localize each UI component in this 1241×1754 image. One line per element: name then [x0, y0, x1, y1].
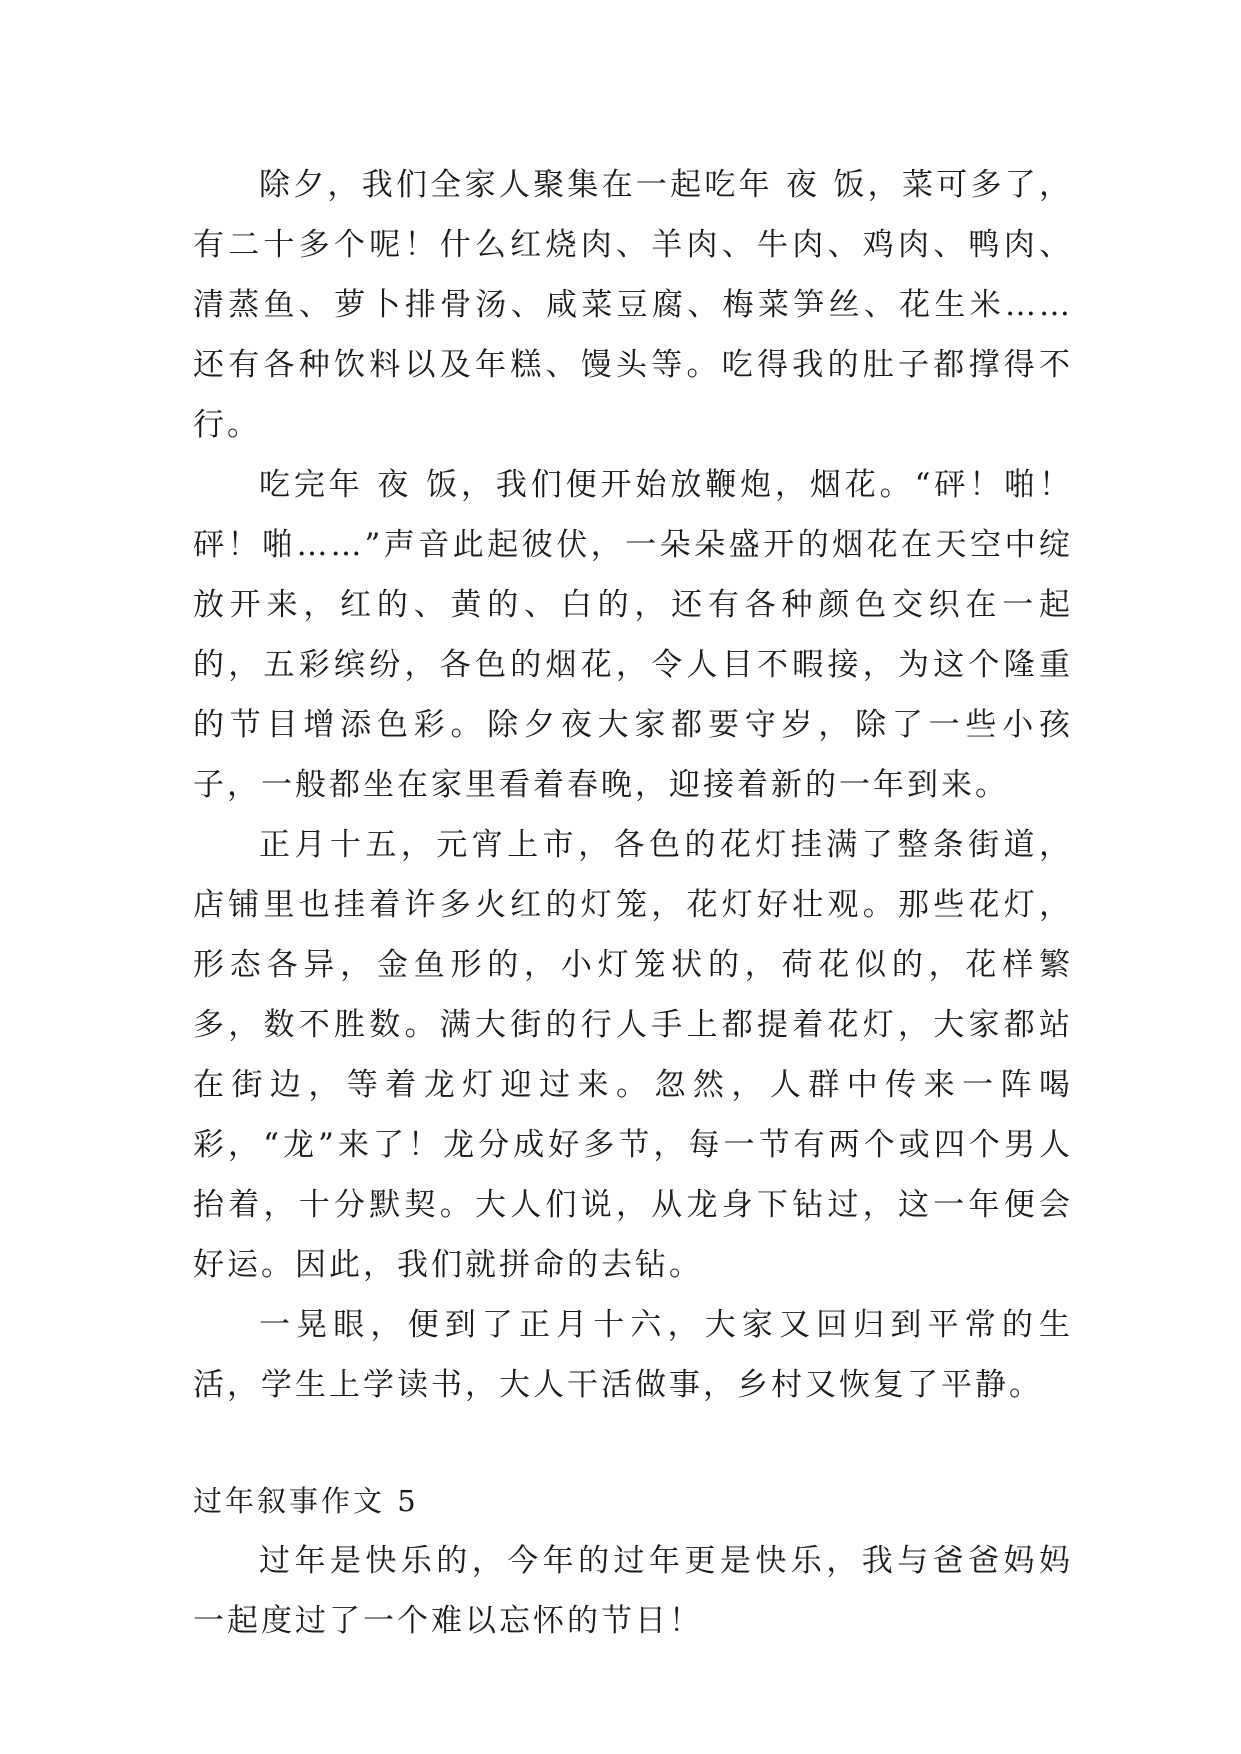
- document-body: [193, 155, 1073, 1651]
- paragraph-new-year-eve-dinner: 除夕，我们全家人聚集在一起吃年 夜 饭，菜可多了，有二十多个呢！什么红烧肉、羊肉、牛肉、鸡肉、鸭肉、清蒸鱼、萝卜排骨汤、咸菜豆腐、梅菜笋丝、花生米……还有各种饮料以及年糕、馒头等。吃得我的肚子都撑得不行。: [193, 167, 1073, 443]
- paragraph-fireworks: 吃完年 夜 饭，我们便开始放鞭炮，烟花。“砰！啪！砰！啪……”声音此起彼伏，一朵朵盛开的烟花在天空中绽放开来，红的、黄的、白的，还有各种颜色交织在一起的，五彩缤纷，各色的烟花，令人目不暇接，为这个隆重的节目增添色彩。除夕夜大家都要守岁，除了一些小孩子，一般都坐在家里看着春晚，迎接着新的一年到来。: [193, 467, 1073, 803]
- paragraph-lantern-festival: 正月十五，元宵上市，各色的花灯挂满了整条街道，店铺里也挂着许多火红的灯笼，花灯好壮观。那些花灯，形态各异，金鱼形的，小灯笼状的，荷花似的，花样繁多，数不胜数。满大街的行人手上都提着花灯，大家都站在街边，等着龙灯迎过来。忽然，人群中传来一阵喝彩，“龙”来了！龙分成好多节，每一节有两个或四个男人抬着，十分默契。大人们说，从龙身下钻过，这一年便会好运。因此，我们就拼命的去钻。: [193, 827, 1073, 1283]
- paragraph-back-to-normal: 一晃眼，便到了正月十六，大家又回归到平常的生活，学生上学读书，大人干活做事，乡村又恢复了平静。: [193, 1307, 1073, 1403]
- paragraph-happy-new-year: 过年是快乐的，今年的过年更是快乐，我与爸爸妈妈一起度过了一个难以忘怀的节日！: [193, 1543, 1073, 1639]
- section-heading: 过年叙事作文 5: [193, 1484, 419, 1518]
